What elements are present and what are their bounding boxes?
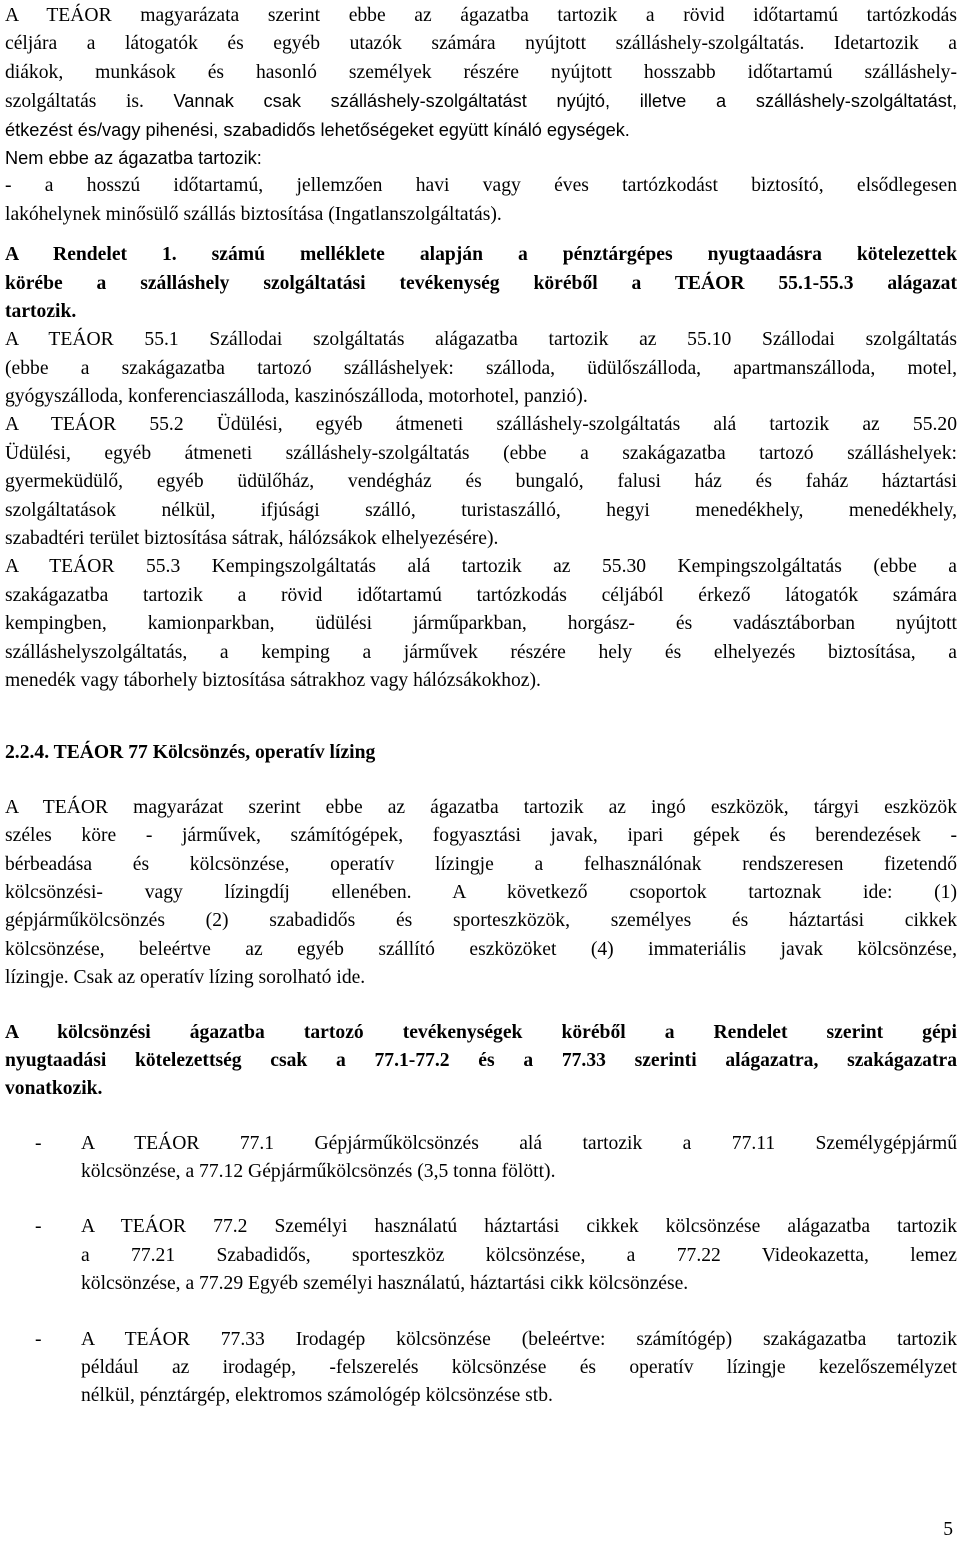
text-line: A TEÁOR 77.1 Gépjárműkölcsönzés alá tartozik a 77.11 Személygépjármű <box>81 1132 957 1154</box>
text-line: széles köre - járművek, számítógépek, fogyasztási javak, ipari gépek és berendezések - <box>5 825 957 847</box>
text-line: (ebbe a szakágazatba tartozó szálláshelyek: szálloda, üdülőszálloda, apartmanszálloda, motel, <box>5 357 957 379</box>
teaor-77-list <box>5 1130 957 1411</box>
list-dash: - <box>35 1132 42 1154</box>
text-line: kölcsönzése, a 77.12 Gépjárműkölcsönzés (3,5 tonna fölött). <box>81 1161 556 1183</box>
teaor-77-paragraph <box>5 794 957 993</box>
text-line: nélkül, pénztárgép, elektromos számológép kölcsönzése stb. <box>81 1385 553 1407</box>
list-dash: - <box>35 1328 42 1350</box>
text-line: Üdülési, egyéb átmeneti szálláshely-szolgáltatás (ebbe a szakágazatba tartozó szálláshelyek: <box>5 442 957 464</box>
text-line: szálláshelyszolgáltatás, a kemping a járművek részére hely és elhelyezés biztosítása, a <box>5 641 957 663</box>
text-line: Nem ebbe az ágazatba tartozik: <box>5 147 262 168</box>
document-page <box>5 2 957 1411</box>
text-fragment: szolgáltatás is. <box>5 91 174 113</box>
text-line: szolgáltatások nélkül, ifjúsági szálló, turistaszálló, hegyi menedékhely, menedékhely, <box>5 499 957 521</box>
text-line: bérbeadása és kölcsönzése, operatív lízingje a felhasználónak rendszeresen fizetendő <box>5 853 957 875</box>
text-line: kempingben, kamionparkban, üdülési járműparkban, horgász- és vadásztáborban nyújtott <box>5 613 957 635</box>
text-line: A TEÁOR magyarázat szerint ebbe az ágazatba tartozik az ingó eszközök, tárgyi eszközök <box>5 796 957 818</box>
text-line: A Rendelet 1. számú melléklete alapján a pénztárgépes nyugtaadásra kötelezettek <box>5 244 957 266</box>
text-line: A TEÁOR magyarázata szerint ebbe az ágazatba tartozik a rövid időtartamú tartózkodás <box>5 5 957 26</box>
text-line: vonatkozik. <box>5 1078 103 1100</box>
text-line: nyugtaadási kötelezettség csak a 77.1-77.2 és a 77.33 szerinti alágazatra, szakágazatra <box>5 1049 957 1071</box>
text-line: A TEÁOR 55.1 Szállodai szolgáltatás alágazatba tartozik az 55.10 Szállodai szolgáltatás <box>5 329 957 351</box>
text-line: szakágazatba tartozik a rövid időtartamú tartózkodás céljából érkező látogatók számára <box>5 584 957 606</box>
text-line: menedék vagy táborhely biztosítása sátrakhoz vagy hálózsákokhoz). <box>5 669 541 691</box>
text-line: kölcsönzése, beleértve az egyéb szállító eszközöket (4) immateriális javak kölcsönzése, <box>5 938 957 960</box>
heading-text: 2.2.4. TEÁOR 77 Kölcsönzés, operatív lízing <box>5 742 376 764</box>
text-fragment-sans: Vannak csak szálláshely-szolgáltatást nyújtó, illetve a szálláshely-szolgáltatást, <box>173 91 957 112</box>
intro-paragraph <box>5 2 957 229</box>
text-line: például az irodagép, -felszerelés kölcsönzése és operatív lízingje kezelőszemélyzet <box>81 1357 957 1379</box>
page-number: 5 <box>943 1519 953 1540</box>
text-line: A TEÁOR 55.2 Üdülési, egyéb átmeneti szálláshely-szolgáltatás alá tartozik az 55.20 <box>5 414 957 436</box>
text-line: - a hosszú időtartamú, jellemzően havi vagy éves tartózkodást biztosító, elsődlegesen <box>5 175 957 197</box>
text-line: gyermeküdülő, egyéb üdülőház, vendégház és bungaló, falusi ház és faház háztartási <box>5 471 957 493</box>
text-line: A TEÁOR 77.33 Irodagép kölcsönzése (beleértve: számítógép) szakágazatba tartozik <box>81 1328 957 1350</box>
rendelet-55-paragraph <box>5 241 957 326</box>
text-line: étkezést és/vagy pihenési, szabadidős lehetőségeket együtt kínáló egységek. <box>5 119 630 140</box>
text-line: diákok, munkások és hasonló személyek részére nyújtott hosszabb időtartamú szálláshely- <box>5 61 957 83</box>
text-line: szabadtéri terület biztosítása sátrak, hálózsákok elhelyezésére). <box>5 528 499 550</box>
text-line <box>5 87 957 115</box>
text-line: A TEÁOR 55.3 Kempingszolgáltatás alá tartozik az 55.30 Kempingszolgáltatás (ebbe a <box>5 556 957 578</box>
text-line: lízingje. Csak az operatív lízing sorolható ide. <box>5 967 366 989</box>
list-dash: - <box>35 1216 42 1238</box>
text-line: gyógyszálloda, konferenciaszálloda, kaszinószálloda, motorhotel, panzió). <box>5 386 588 408</box>
section-heading <box>5 739 957 767</box>
text-line: céljára a látogatók és egyéb utazók számára nyújtott szálláshely-szolgáltatás. Idetartozik a <box>5 33 957 55</box>
teaor-55-paragraph <box>5 326 957 695</box>
text-line: kölcsönzési- vagy lízingdíj ellenében. A következő csoportok tartoznak ide: (1) <box>5 881 957 903</box>
text-line: A kölcsönzési ágazatba tartozó tevékenységek köréből a Rendelet szerint gépi <box>5 1021 957 1043</box>
list-item <box>5 1213 957 1298</box>
text-line: tartozik. <box>5 300 77 322</box>
text-line: gépjárműkölcsönzés (2) szabadidős és sporteszközök, személyes és háztartási cikkek <box>5 910 957 932</box>
kolcsonzesi-paragraph <box>5 1019 957 1104</box>
text-line: A TEÁOR 77.2 Személyi használatú háztartási cikkek kölcsönzése alágazatba tartozik <box>81 1216 957 1238</box>
text-line: a 77.21 Szabadidős, sporteszköz kölcsönzése, a 77.22 Videokazetta, lemez <box>81 1244 957 1266</box>
text-line: körébe a szálláshely szolgáltatási tevékenység köréből a TEÁOR 55.1-55.3 alágazat <box>5 272 957 294</box>
list-item <box>5 1130 957 1187</box>
list-item <box>5 1326 957 1411</box>
text-line: lakóhelynek minősülő szállás biztosítása (Ingatlanszolgáltatás). <box>5 203 502 225</box>
text-line: kölcsönzése, a 77.29 Egyéb személyi használatú, háztartási cikk kölcsönzése. <box>81 1273 689 1295</box>
